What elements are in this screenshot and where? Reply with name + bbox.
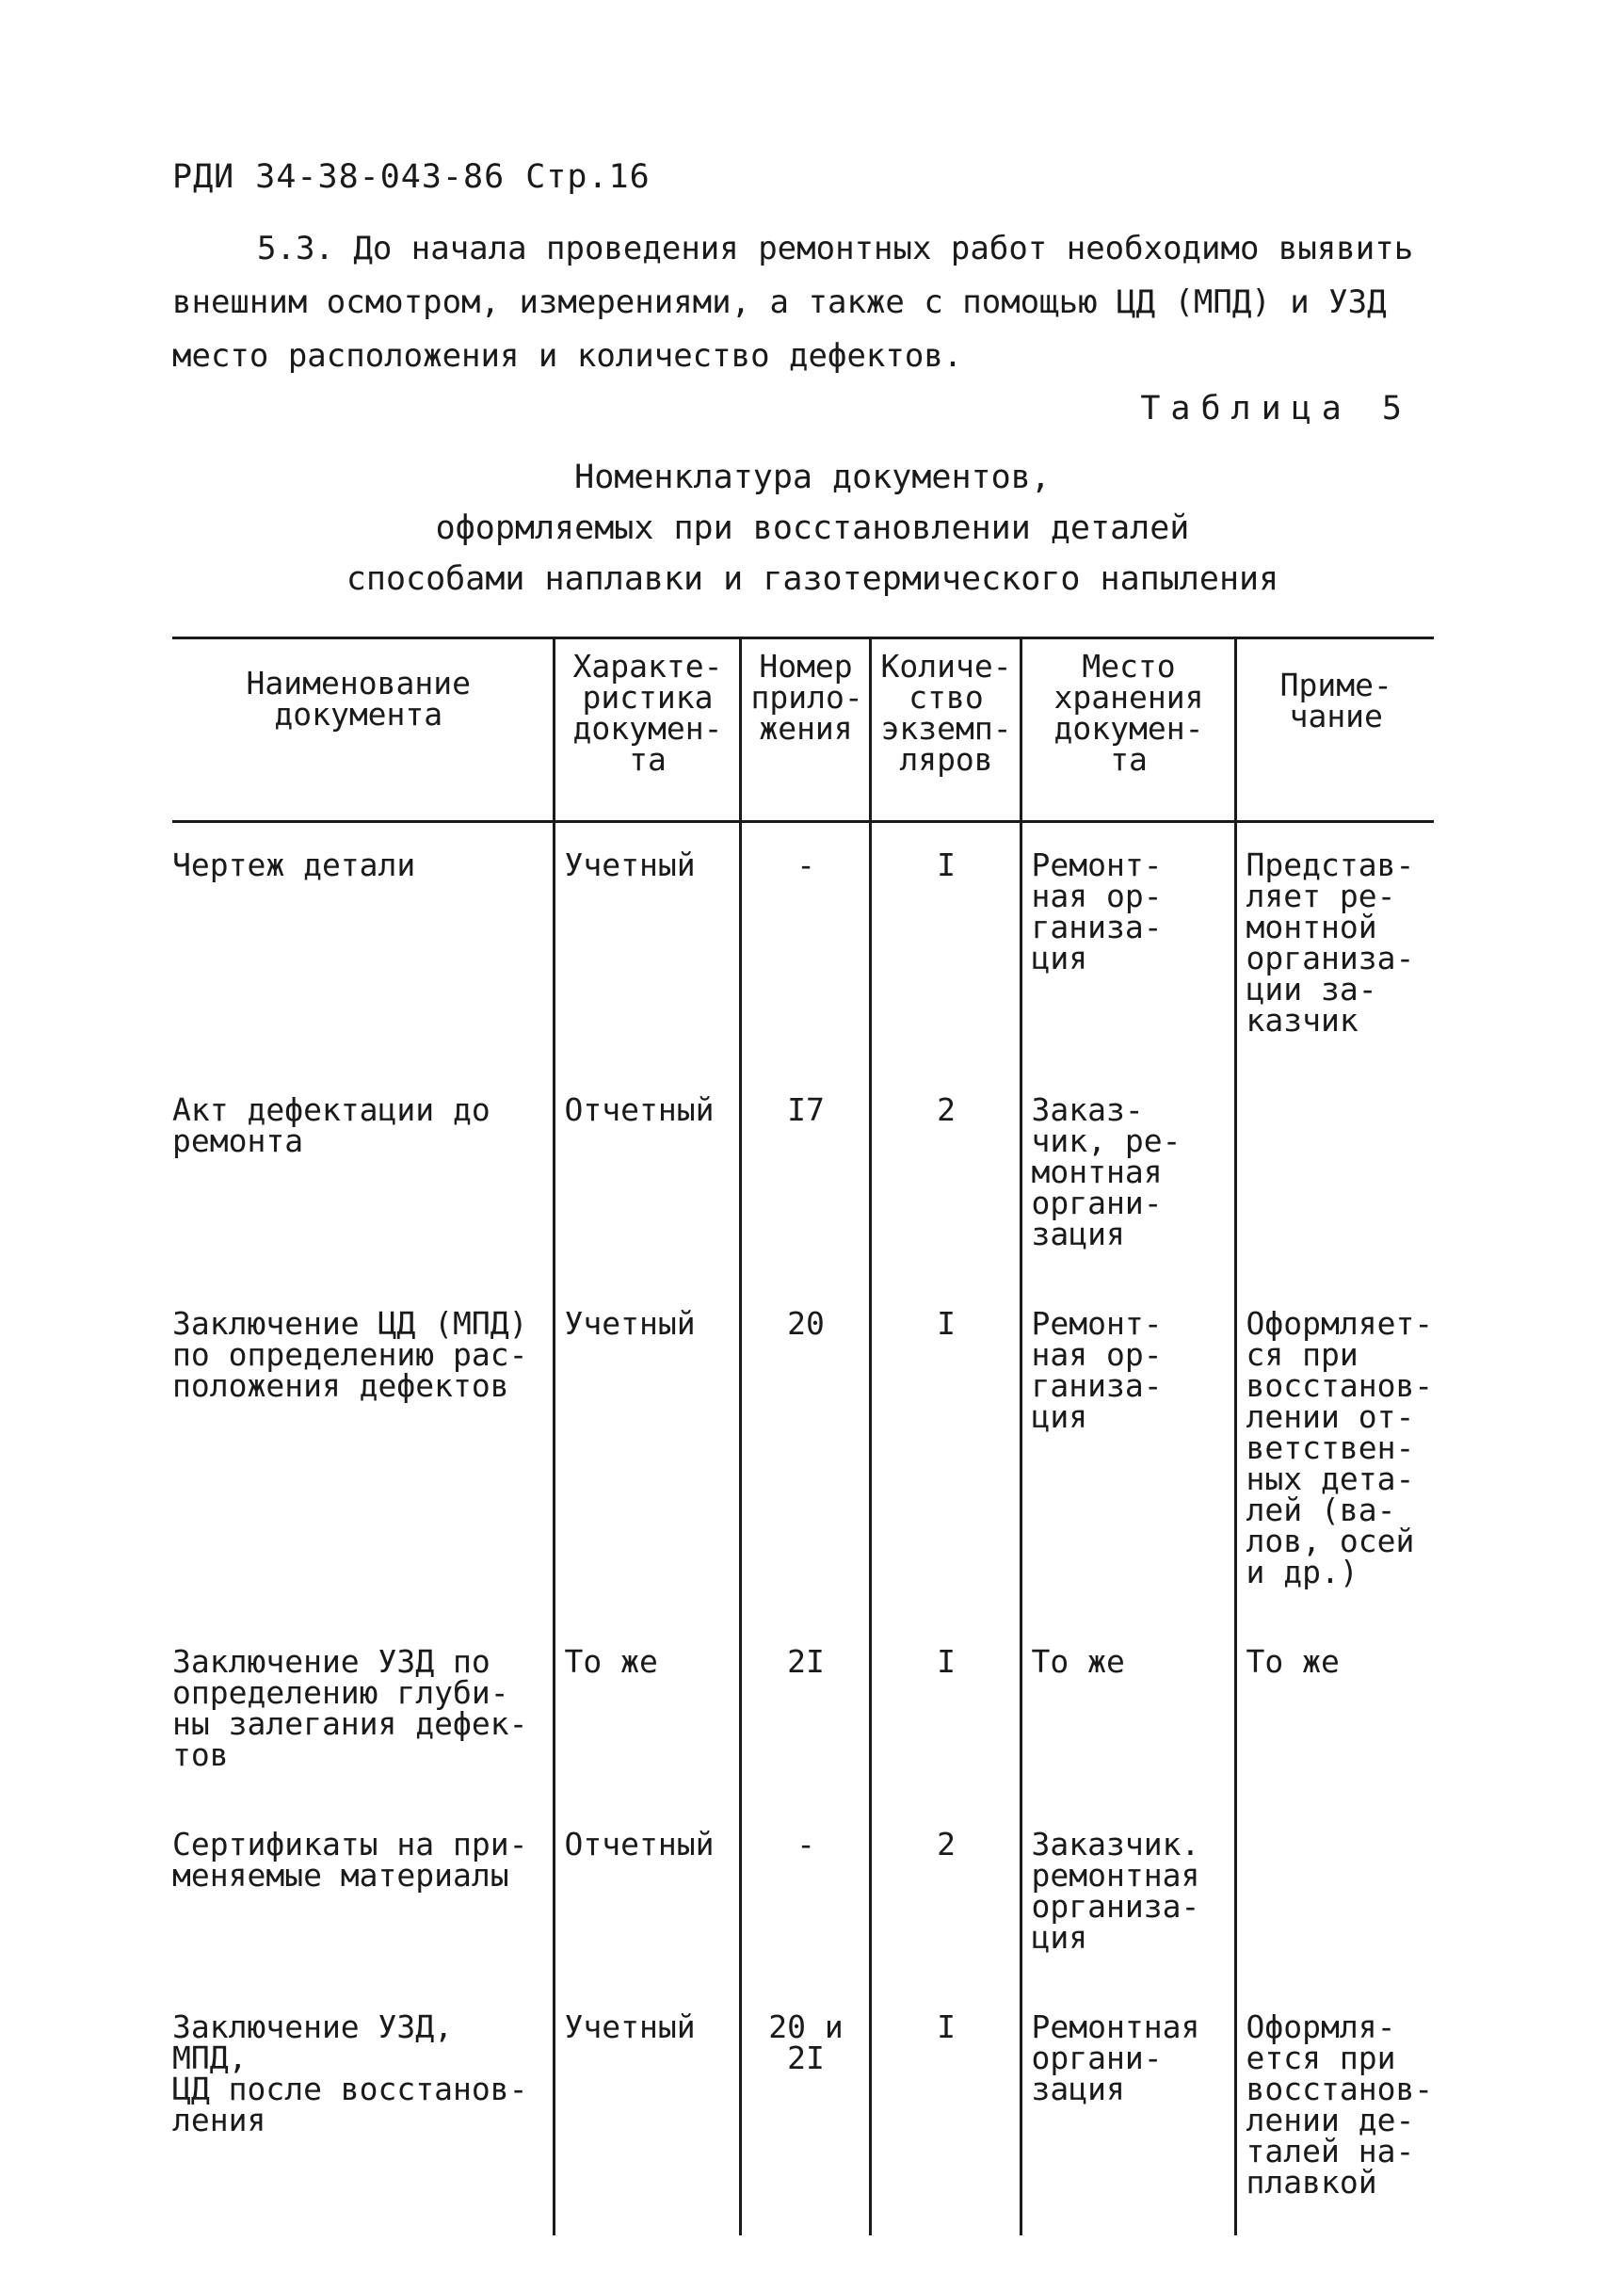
cell-storage: Ремонт- ная ор- ганиза- ция	[1021, 822, 1235, 1069]
cell-name: Заключение УЗД, МПД, ЦД после восстанов- ления	[172, 2008, 528, 2138]
table-row	[172, 1985, 1434, 2235]
cell-name: Акт дефектации до ремонта	[172, 1091, 490, 1159]
table-row	[172, 1282, 1434, 1620]
table-row	[172, 1620, 1434, 1802]
cell-note: Оформля- ется при восстанов- лении де- талей на- плавкой	[1235, 1985, 1434, 2235]
cell-note	[1235, 1068, 1434, 1282]
cell-note: То же	[1235, 1620, 1434, 1802]
cell-appendix: I7	[740, 1068, 870, 1282]
cell-appendix: -	[740, 1802, 870, 1985]
table-title	[172, 452, 1453, 605]
paragraph-line: место расположения и количество дефектов.	[172, 337, 963, 375]
cell-appendix: -	[740, 822, 870, 1069]
cell-note: Оформляет- ся при восстанов- лении от- ветствен- ных дета- лей (ва- лов, осей и др.)	[1235, 1282, 1434, 1620]
col-header-name: Наименование документа	[172, 638, 554, 822]
documents-table	[172, 637, 1434, 2235]
col-header-storage: Место хранения докумен- та	[1021, 638, 1235, 822]
paragraph-5-3	[172, 222, 1453, 383]
paragraph-line: внешним осмотром, измерениями, а также с помощью ЦД (МПД) и УЗД	[172, 283, 1387, 321]
cell-storage: Заказ- чик, ре- монтная органи- зация	[1021, 1068, 1235, 1282]
cell-type: Учетный	[554, 1985, 740, 2235]
cell-note	[1235, 1802, 1434, 1985]
paragraph-line: 5.3. До начала проведения ремонтных работ необходимо выявить	[257, 230, 1414, 267]
table-row	[172, 822, 1434, 1069]
col-header-note: Приме- чание	[1235, 638, 1434, 822]
cell-appendix: 20 и 2I	[740, 1985, 870, 2235]
table-label: Таблица 5	[1140, 390, 1412, 427]
cell-name: Заключение ЦД (МПД) по определению рас- положения дефектов	[172, 1305, 528, 1404]
cell-type: Учетный	[554, 1282, 740, 1620]
col-header-appendix: Номер прило- жения	[740, 638, 870, 822]
cell-storage: Заказчик. ремонтная организа- ция	[1021, 1802, 1235, 1985]
table-title-line: способами наплавки и газотермического напыления	[346, 560, 1279, 598]
cell-storage: Ремонт- ная ор- ганиза- ция	[1021, 1282, 1235, 1620]
cell-name: Чертеж детали	[172, 847, 416, 883]
cell-copies: 2	[870, 1802, 1021, 1985]
table-title-line: Номенклатура документов,	[574, 459, 1051, 496]
page-header: РДИ 34-38-043-86 Стр.16	[172, 158, 651, 196]
table-header-row	[172, 638, 1434, 822]
cell-note: Представ- ляет ре- монтной организа- ции за- казчик	[1235, 822, 1434, 1069]
cell-type: То же	[554, 1620, 740, 1802]
cell-type: Отчетный	[554, 1802, 740, 1985]
cell-appendix: 2I	[740, 1620, 870, 1802]
cell-name: Заключение УЗД по определению глуби- ны залегания дефек- тов	[172, 1643, 528, 1773]
cell-copies: I	[870, 1620, 1021, 1802]
table-title-line: оформляемых при восстановлении деталей	[435, 509, 1190, 547]
cell-type: Учетный	[554, 822, 740, 1069]
table-row	[172, 1068, 1434, 1282]
cell-storage: Ремонтная органи- зация	[1021, 1985, 1235, 2235]
cell-copies: I	[870, 822, 1021, 1069]
cell-name: Сертификаты на при- меняемые материалы	[172, 1826, 528, 1894]
cell-copies: 2	[870, 1068, 1021, 1282]
cell-copies: I	[870, 1985, 1021, 2235]
cell-storage: То же	[1021, 1620, 1235, 1802]
cell-copies: I	[870, 1282, 1021, 1620]
table-row	[172, 1802, 1434, 1985]
col-header-copies: Количе- ство экземп- ляров	[870, 638, 1021, 822]
col-header-type: Характе- ристика докумен- та	[554, 638, 740, 822]
cell-appendix: 20	[740, 1282, 870, 1620]
cell-type: Отчетный	[554, 1068, 740, 1282]
